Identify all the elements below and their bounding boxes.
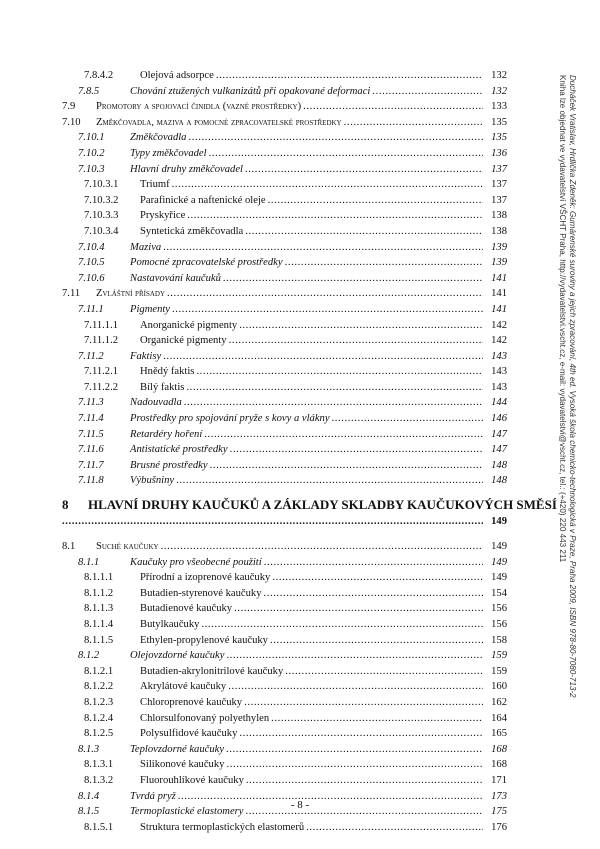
toc-entry[interactable]: [62, 539, 507, 555]
toc-leader-dots: [285, 255, 483, 271]
toc-leader-dots: [229, 333, 483, 349]
toc-entry-title: Polysulfidové kaučuky: [140, 728, 238, 740]
toc-leader-dots: [186, 380, 483, 396]
toc-entry-title: Triumf: [140, 179, 170, 191]
toc-page-number: 149: [491, 541, 507, 553]
toc-entry-title: Olejovzdorné kaučuky: [130, 650, 225, 662]
toc-leader-dots: [268, 193, 483, 209]
toc-chapter-number: 8: [62, 497, 69, 513]
toc-page-number: 165: [491, 728, 507, 740]
toc-leader-dots: [234, 601, 483, 617]
toc-leader-dots: [201, 617, 483, 633]
toc-page-number: 141: [491, 288, 507, 300]
toc-page-number: 143: [491, 350, 507, 362]
toc-page-number: 132: [491, 70, 507, 81]
toc-page-number: 138: [491, 225, 507, 237]
toc-page-number: 156: [491, 619, 507, 630]
toc-entry-title: Bílý faktis: [140, 381, 185, 393]
toc-leader-dots: [344, 115, 483, 131]
toc-entry-number: 8.1.3: [78, 743, 100, 755]
toc-leader-dots: [245, 162, 483, 178]
toc-entry-title: Silikonové kaučuky: [140, 759, 225, 771]
toc-entry[interactable]: [62, 570, 507, 586]
toc-leader-dots: [196, 364, 483, 380]
toc-page-number: 149: [491, 556, 507, 568]
toc-entry-number: 7.11.1.2: [84, 335, 119, 347]
toc-entry-number: 8.1.1.5: [84, 634, 114, 646]
toc-entry-title: Nastavování kaučuků: [130, 272, 221, 284]
toc-page-number: 143: [491, 366, 507, 378]
toc-leader-dots: [188, 130, 483, 146]
page-number: - 8 -: [290, 799, 310, 811]
toc-entry-number: 8.1.2: [78, 650, 100, 662]
toc-entry-title: Hnědý faktis: [140, 366, 195, 378]
toc-entry-number: 8.1.5.1: [84, 821, 114, 833]
toc-leader-dots: [332, 411, 483, 427]
toc-entry-title: Butadien-styrenové kaučuky: [140, 587, 262, 599]
toc-leader-dots: [163, 349, 483, 365]
toc-page-number: 139: [491, 257, 507, 269]
toc-entry[interactable]: [62, 208, 507, 224]
toc-entry[interactable]: [62, 648, 507, 664]
toc-page-number: 143: [491, 381, 507, 393]
toc-entry-title: Butylkaučuky: [140, 619, 200, 630]
toc-entry[interactable]: [62, 757, 507, 773]
toc-entry[interactable]: [62, 395, 507, 411]
order-info-line: Kniha lze objednat ve vydavatelství VŠCHT Praha, http://vydavatelstvi.vscht.cz, e-mail: vydavatelstvi@vscht.cz, tel.: (+420) 220 443 211: [558, 75, 567, 563]
toc-entry-title: Nadouvadla: [130, 397, 182, 409]
toc-page-number: 141: [491, 272, 507, 284]
toc-entry-number: 8.1.2.1: [84, 665, 114, 677]
toc-entry-title: Maziva: [130, 241, 162, 253]
toc-leader-dots: [167, 286, 483, 302]
toc-leader-dots: [228, 679, 483, 695]
toc-page-number: 146: [491, 413, 507, 425]
toc-leader-dots: [245, 224, 483, 240]
toc-entry-number: 8.1: [62, 541, 76, 553]
toc-entry[interactable]: [62, 115, 507, 131]
toc-entry-number: 7.11.1.1: [84, 319, 119, 331]
toc-entry[interactable]: [62, 271, 507, 287]
toc-entry-title: Suché kaučuky: [96, 541, 159, 553]
toc-entry-number: 7.11.2.2: [84, 381, 119, 393]
toc-page-number: 168: [491, 743, 507, 755]
toc-page-number: 144: [491, 397, 507, 409]
toc-entry-number: 8.1.2.3: [84, 696, 114, 708]
toc-entry[interactable]: [62, 302, 507, 318]
toc-entry[interactable]: [62, 333, 507, 349]
toc-entry-number: 8.1.1: [78, 556, 100, 568]
toc-page-number: 159: [491, 650, 507, 662]
toc-entry-number: 8.1.1.4: [84, 619, 114, 630]
toc-leader-dots: [172, 302, 483, 318]
toc-page-number: 158: [491, 634, 507, 646]
toc-entry-title: Tvrdá pryž: [130, 790, 176, 802]
toc-entry[interactable]: [62, 555, 507, 571]
toc-page-number: 148: [491, 459, 507, 471]
toc-page-number: 137: [491, 163, 507, 175]
toc-entry-number: 7.9: [62, 101, 76, 113]
toc-entry-number: 7.11.7: [78, 459, 104, 471]
toc-entry-title: Chování ztužených vulkanizátů při opakované deformaci: [130, 85, 371, 97]
toc-leader-dots: [270, 633, 483, 649]
toc-entry[interactable]: [62, 318, 507, 334]
toc-entry[interactable]: [62, 411, 507, 427]
toc-entry[interactable]: [62, 68, 507, 84]
toc-leader-dots: [246, 773, 483, 789]
toc-page-number: 156: [491, 603, 507, 615]
toc-leader-dots: [271, 711, 483, 727]
toc-entry-number: 7.10.4: [78, 241, 105, 253]
toc-entry-number: 7.11.1: [78, 303, 104, 315]
toc-page-number: 149: [491, 516, 507, 528]
toc-page-number: 164: [491, 712, 507, 724]
toc-entry-number: 7.11: [62, 288, 81, 300]
toc-entry-title: Promotory a spojovací činidla (vazné prostředky): [96, 101, 302, 113]
toc-page-number: 176: [491, 821, 507, 833]
toc-entry-title: Pigmenty: [130, 303, 171, 315]
toc-entry-title: Struktura termoplastických elastomerů: [140, 821, 305, 833]
toc-entry[interactable]: [62, 240, 507, 256]
toc-entry[interactable]: [62, 427, 507, 443]
toc-leader-dots: [204, 427, 483, 443]
toc-entry-number: 7.10.5: [78, 257, 105, 269]
toc-entry-number: 8.1.2.4: [84, 712, 114, 724]
toc-page-number: 162: [491, 696, 507, 708]
toc-entry[interactable]: [62, 664, 507, 680]
toc-leader-dots: [230, 442, 483, 458]
toc-leader-dots: [223, 271, 483, 287]
toc-entry-number: 8.1.5: [78, 806, 100, 818]
toc-entry-number: 7.10.2: [78, 147, 105, 159]
toc-leader-dots: [372, 84, 483, 100]
toc-entry-title: Kaučuky pro všeobecné použití: [130, 556, 262, 568]
toc-entry[interactable]: [62, 255, 507, 271]
toc-entry-title: Brusné prostředky: [130, 459, 208, 471]
toc-leader-dots: [209, 146, 483, 162]
toc-entry[interactable]: [62, 633, 507, 649]
toc-page-number: 148: [491, 475, 507, 487]
toc-entry-title: Organické pigmenty: [140, 335, 227, 347]
toc-page-number: 147: [491, 428, 507, 440]
toc-entry[interactable]: [62, 442, 507, 458]
toc-entry-number: 8.1.2.2: [84, 681, 114, 693]
toc-entry-number: 8.1.3.1: [84, 759, 114, 771]
toc-chapter-heading[interactable]: [62, 497, 557, 533]
toc-leader-dots: [176, 473, 483, 489]
toc-leader-dots: [272, 570, 483, 586]
toc-leader-dots: [226, 757, 483, 773]
toc-leader-dots: [239, 318, 483, 334]
toc-page-number: 168: [491, 759, 507, 771]
toc-entry-number: 7.10.3.2: [84, 194, 119, 206]
toc-entry[interactable]: [62, 726, 507, 742]
toc-entry-number: 8.1.1.2: [84, 587, 114, 599]
toc-entry-title: Změkčovadla: [130, 132, 187, 144]
toc-entry-number: 7.10.3.1: [84, 179, 119, 191]
toc-leader-dots: [210, 458, 483, 474]
toc-entry[interactable]: [62, 473, 507, 489]
toc-entry-title: Faktisy: [130, 350, 162, 362]
toc-page-number: 160: [491, 681, 507, 693]
toc-page-number: 175: [491, 806, 507, 818]
toc-page-number: 142: [491, 335, 507, 347]
toc-page-number: 159: [491, 665, 507, 677]
citation-line: Ducháček Vratislav, Hrdlička Zdeněk: Gumárenské suroviny a jejich zpracování, 4th ed. Vysoká škola chemicko-technologická v Praze, Praha 2009, ISBN 978-80-7080-713-2: [568, 75, 577, 698]
toc-entry[interactable]: [62, 162, 507, 178]
toc-entry-number: 8.1.2.5: [84, 728, 114, 740]
toc-entry-title: Prostředky pro spojování pryže s kovy a vlákny: [130, 413, 330, 425]
toc-entry[interactable]: [62, 601, 507, 617]
toc-entry-title: Hlavní druhy změkčovadel: [130, 163, 243, 175]
toc-leader-dots: [264, 586, 484, 602]
toc-entry-title: Syntetická změkčovadla: [140, 225, 244, 237]
toc-entry[interactable]: [62, 742, 507, 758]
toc-entry-number: 7.10.3.4: [84, 225, 119, 237]
toc-entry[interactable]: [62, 177, 507, 193]
toc-page-number: 136: [491, 147, 507, 159]
toc-entry-title: Výbušniny: [130, 475, 175, 487]
toc-entry-title: Ethylen-propylenové kaučuky: [140, 634, 268, 646]
toc-entry-number: 8.1.4: [78, 790, 100, 802]
toc-leader-dots: [285, 664, 483, 680]
toc-entry-number: 8.1.1.3: [84, 603, 114, 615]
toc-leader-dots: [226, 648, 483, 664]
toc-page-number: 141: [491, 303, 507, 315]
toc-entry-title: Retardéry hoření: [130, 428, 203, 440]
toc-leader-dots: [163, 240, 483, 256]
toc-page-number: 135: [491, 116, 507, 128]
toc-leader-dots: [187, 208, 483, 224]
toc-entry-number: 7.10.6: [78, 272, 105, 284]
toc-page-number: 137: [491, 179, 507, 191]
toc-page-number: 173: [491, 790, 507, 802]
toc-entry-number: 7.10.3: [78, 163, 105, 175]
toc-entry-title: Chloroprenové kaučuky: [140, 696, 243, 708]
toc-entry-title: Typy změkčovadel: [130, 147, 207, 159]
toc-entry-number: 7.11.6: [78, 444, 104, 456]
toc-entry-title: Změkčovadla, maziva a pomocné zpracovatelské prostředky: [96, 116, 342, 128]
toc-entry[interactable]: [62, 617, 507, 633]
toc-page-number: 149: [491, 572, 507, 584]
toc-entry-title: Anorganické pigmenty: [140, 319, 238, 331]
toc-entry-number: 7.11.8: [78, 475, 104, 487]
toc-entry-title: Pomocné zpracovatelské prostředky: [130, 257, 283, 269]
toc-entry[interactable]: [62, 458, 507, 474]
toc-leader-dots: [172, 177, 483, 193]
toc-leader-dots: [216, 68, 483, 84]
toc-entry[interactable]: [62, 820, 507, 836]
toc-page-number: 138: [491, 210, 507, 222]
toc-entry-title: Parafinické a naftenické oleje: [140, 194, 266, 206]
toc-entry-number: 8.1.3.2: [84, 774, 114, 786]
toc-leader-dots: [239, 726, 483, 742]
toc-page-number: 133: [491, 101, 507, 113]
toc-entry[interactable]: [62, 349, 507, 365]
toc-entry-number: 8.1.1.1: [84, 572, 114, 584]
toc-entry[interactable]: [62, 286, 507, 302]
toc-entry[interactable]: [62, 679, 507, 695]
toc-entry-title: Teplovzdorné kaučuky: [130, 743, 225, 755]
toc-entry[interactable]: [62, 84, 507, 100]
toc-entry[interactable]: [62, 695, 507, 711]
toc-entry-title: Chlorsulfonovaný polyethylen: [140, 712, 270, 724]
toc-leader-dots: [62, 515, 483, 529]
toc-entry[interactable]: [62, 380, 507, 396]
toc-entry-number: 7.11.3: [78, 397, 104, 409]
toc-entry-number: 7.11.2: [78, 350, 104, 362]
toc-entry[interactable]: [62, 130, 507, 146]
toc-entry-number: 7.11.5: [78, 428, 104, 440]
toc-entry-title: Akrylátové kaučuky: [140, 681, 227, 693]
toc-entry[interactable]: [62, 711, 507, 727]
toc-entry[interactable]: [62, 146, 507, 162]
toc-page-number: 171: [491, 774, 507, 786]
toc-entry-number: 7.8.4.2: [84, 70, 114, 81]
toc-entry[interactable]: [62, 193, 507, 209]
toc-entry[interactable]: [62, 99, 507, 115]
toc-page-number: 147: [491, 444, 507, 456]
toc-leader-dots: [303, 99, 483, 115]
toc-leader-dots: [161, 539, 483, 555]
toc-entry-title: Přírodní a izoprenové kaučuky: [140, 572, 271, 584]
toc-chapter-title: HLAVNÍ DRUHY KAUČUKŮ A ZÁKLADY SKLADBY KAUČUKOVÝCH SMĚSÍ: [88, 497, 557, 513]
toc-entry-number: 7.10.1: [78, 132, 105, 144]
toc-leader-dots: [264, 555, 483, 571]
table-of-contents: [62, 68, 557, 835]
toc-entry-title: Butadien-akrylonitrilové kaučuky: [140, 665, 284, 677]
toc-page-number: 154: [491, 587, 507, 599]
toc-leader-dots: [184, 395, 483, 411]
toc-entry-number: 7.10: [62, 116, 81, 128]
toc-entry-title: Olejová adsorpce: [140, 70, 214, 81]
toc-entry-title: Butadienové kaučuky: [140, 603, 233, 615]
toc-entry-title: Zvláštní přísady: [96, 288, 166, 300]
toc-entry[interactable]: [62, 224, 507, 240]
toc-entry-title: Antistatické prostředky: [130, 444, 228, 456]
toc-page-number: 132: [491, 85, 507, 97]
toc-entry[interactable]: [62, 586, 507, 602]
toc-entry-title: Termoplastické elastomery: [130, 806, 244, 818]
toc-entry-number: 7.11.4: [78, 413, 104, 425]
toc-entry-number: 7.11.2.1: [84, 366, 119, 378]
toc-entry-title: Fluorouhlíkové kaučuky: [140, 774, 244, 786]
toc-entry[interactable]: [62, 773, 507, 789]
toc-page-number: 139: [491, 241, 507, 253]
toc-leader-dots: [306, 820, 483, 836]
toc-leader-dots: [244, 695, 483, 711]
toc-entry-number: 7.10.3.3: [84, 210, 119, 222]
toc-entry-title: Pryskyřice: [140, 210, 186, 222]
toc-page-number: 137: [491, 194, 507, 206]
toc-entry-number: 7.8.5: [78, 85, 100, 97]
toc-page-number: 142: [491, 319, 507, 331]
toc-page-number: 135: [491, 132, 507, 144]
toc-entry[interactable]: [62, 364, 507, 380]
toc-leader-dots: [226, 742, 483, 758]
